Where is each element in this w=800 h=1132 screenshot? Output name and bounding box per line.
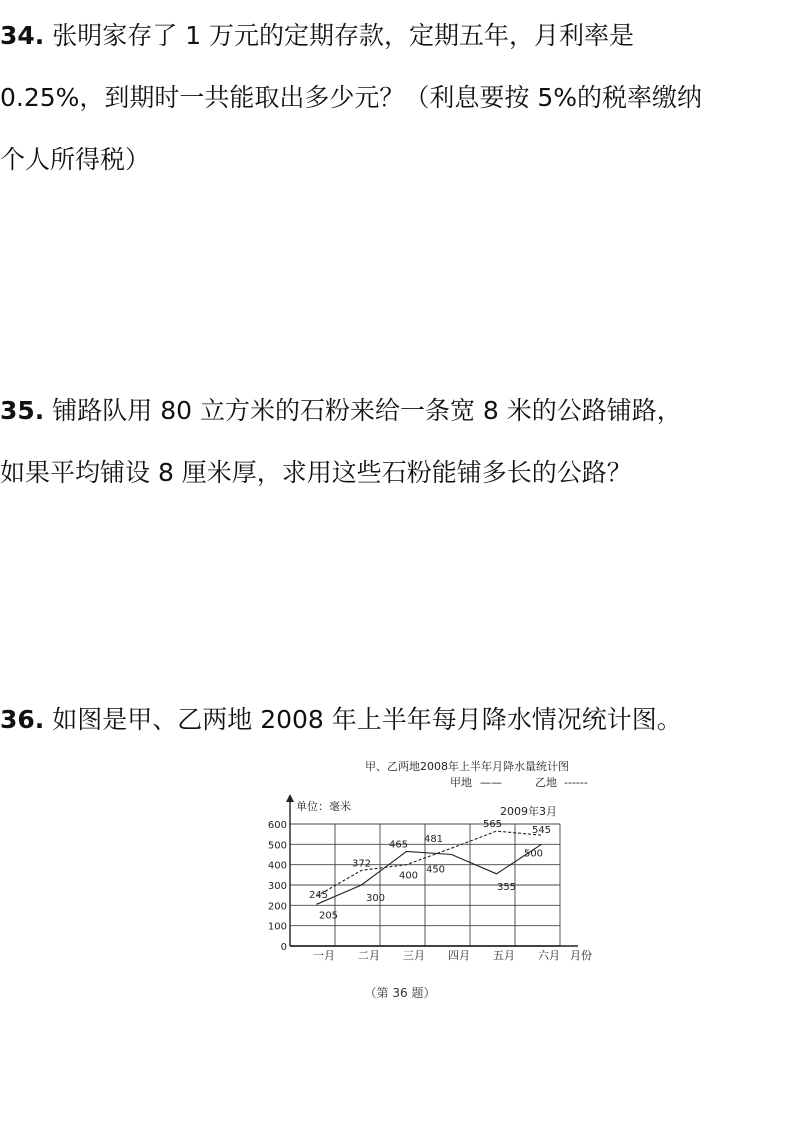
x-axis-label: 月份	[570, 949, 592, 962]
question-34-line-2: 0.25%，到期时一共能取出多少元？（利息要按 5%的税率缴纳	[0, 83, 703, 112]
data-label: 300	[365, 893, 386, 904]
question-text: 张明家存了 1 万元的定期存款，定期五年，月利率是	[52, 21, 635, 50]
question-34-line-1	[0, 18, 800, 54]
question-34-line-3: 个人所得税）	[0, 145, 151, 174]
chart-annotation: 2009年3月	[500, 805, 557, 818]
data-label: 465	[388, 839, 409, 851]
question-text: 铺路队用 80 立方米的石粉来给一条宽 8 米的公路铺路，	[52, 396, 682, 425]
x-tick-label: 六月	[538, 949, 560, 962]
question-number: 36.	[0, 705, 45, 734]
x-tick-label: 四月	[448, 949, 470, 962]
legend-label-yi: 乙地	[535, 776, 557, 789]
y-tick-label: 0	[280, 942, 287, 953]
data-label: 372	[351, 858, 372, 870]
data-label: 500	[523, 848, 544, 860]
chart-unit-label: 单位：毫米	[296, 800, 351, 813]
y-tick-label: 500	[267, 840, 287, 852]
legend-sample-yi: ------	[564, 776, 588, 789]
legend-sample-jia: ——	[480, 776, 502, 789]
rainfall-chart	[267, 752, 610, 967]
x-tick-label: 五月	[493, 949, 515, 962]
question-text: 如图是甲、乙两地 2008 年上半年每月降水情况统计图。	[52, 705, 682, 734]
data-label: 481	[423, 834, 444, 846]
rainfall-chart-svg	[267, 752, 610, 967]
question-36-line-1	[0, 702, 800, 738]
x-tick-label: 二月	[358, 949, 380, 962]
y-tick-label: 100	[267, 921, 287, 933]
question-35-line-2: 如果平均铺设 8 厘米厚，求用这些石粉能铺多长的公路？	[0, 458, 632, 487]
data-label: 400	[398, 870, 419, 882]
data-label: 450	[425, 864, 446, 876]
x-tick-label: 三月	[403, 949, 425, 962]
data-label: 545	[531, 825, 552, 837]
question-35-line-1	[0, 393, 800, 429]
data-label: 245	[308, 890, 329, 902]
y-tick-label: 300	[267, 881, 287, 892]
y-axis-arrow	[286, 794, 294, 802]
chart-title: 甲、乙两地2008年上半年月降水量统计图	[365, 760, 569, 773]
y-tick-label: 600	[267, 820, 287, 831]
y-tick-label: 400	[267, 860, 287, 872]
data-label: 355	[496, 881, 517, 893]
legend-label-jia: 甲地	[450, 776, 472, 789]
question-number: 34.	[0, 21, 45, 50]
data-label: 565	[482, 819, 503, 831]
question-number: 35.	[0, 396, 45, 425]
figure-caption: （第 36 题）	[364, 986, 436, 1000]
y-tick-label: 200	[267, 901, 287, 913]
x-tick-label: 一月	[313, 949, 335, 962]
data-label: 205	[318, 910, 339, 922]
